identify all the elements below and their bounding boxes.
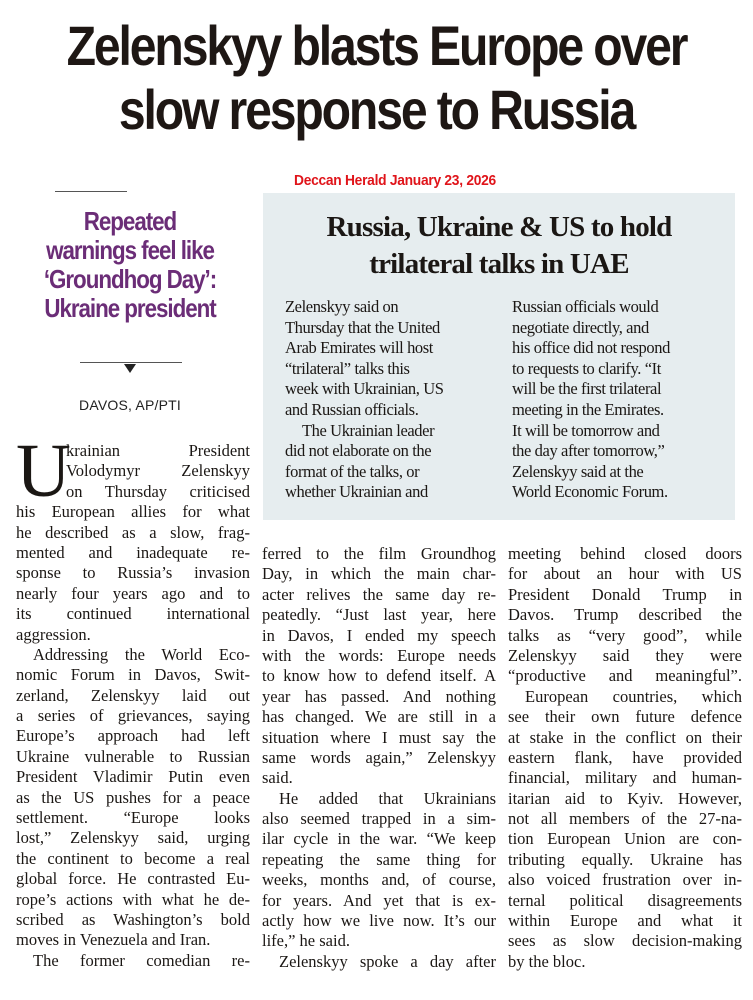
subhead-line: Repeated — [83, 206, 177, 236]
article-line: financial, military and human- — [508, 768, 742, 788]
article-line: sees as slow decision-making — [508, 931, 742, 951]
article-line: settlement. “Europe looks — [16, 808, 250, 828]
article-line: Davos. Trump described the — [508, 605, 742, 625]
sidebar-line: “trilateral” talks this — [285, 358, 410, 378]
headline-line-1: Zelenskyy blasts Europe over — [66, 14, 687, 77]
article-line: He added that Ukrainians — [279, 788, 496, 808]
subhead-bottom-rule — [80, 362, 182, 363]
article-line: year has passed. And nothing — [262, 686, 496, 706]
sidebar-line: the day after tomorrow,” — [512, 441, 665, 461]
article-line: President Vladimir Putin even — [16, 767, 250, 787]
article-line: also seemed trapped in a sim- — [262, 809, 496, 829]
article-line: peatedly. “Just last year, here — [262, 605, 496, 625]
article-line: in Davos, I ended my speech — [262, 625, 496, 645]
article-line: his European allies for what — [16, 502, 250, 522]
article-line: its continued international — [16, 604, 250, 624]
article-line: ferred to the film Groundhog — [262, 544, 496, 563]
article-line: for about an hour with US — [508, 564, 742, 584]
sidebar-line: to requests to clarify. “It — [512, 358, 661, 378]
sidebar-title-line: Russia, Ukraine & US to hold — [326, 211, 672, 243]
article-line: within Europe and what it — [508, 911, 742, 931]
article-line: life,” he said. — [262, 931, 350, 951]
article-line: repeating the same thing for — [262, 849, 496, 869]
sidebar-line: did not elaborate on the — [285, 441, 432, 461]
article-column-2 — [262, 544, 496, 972]
article-line: nomic Forum in Davos, Swit- — [16, 665, 250, 685]
article-line: Ukraine vulnerable to Russian — [16, 746, 250, 766]
article-line: ternal political disagreements — [508, 890, 742, 910]
article-line: a series of grievances, saying — [16, 706, 250, 726]
article-line: talks as “very good”, while — [508, 625, 742, 645]
article-line: itarian aid to Kyiv. However, — [508, 788, 742, 808]
article-line: lost,” Zelenskyy said, urging — [16, 828, 250, 848]
article-line: Europe’s approach had left — [16, 726, 250, 746]
sidebar-line: Zelenskyy said on — [285, 297, 399, 316]
article-line: with the words: Europe needs — [262, 645, 496, 665]
sidebar-line: meeting in the Emirates. — [512, 399, 664, 419]
article-line: zerland, Zelenskyy laid out — [16, 685, 250, 705]
article-line: eastern flank, have provided — [508, 747, 742, 767]
sidebar-box-title — [263, 209, 735, 283]
article-line: said. — [262, 768, 293, 788]
article-line: “productive and meaningful”. — [508, 666, 742, 686]
article-line: Addressing the World Eco- — [33, 644, 250, 664]
sidebar-line: Russian officials would — [512, 297, 659, 316]
sidebar-column-2 — [512, 297, 722, 503]
article-line: Zelenskyy said they were — [508, 645, 742, 665]
article-line: Day, in which the main char- — [262, 564, 496, 584]
article-column-1 — [16, 429, 250, 971]
article-column-3 — [508, 544, 742, 972]
subhead-top-rule — [55, 191, 127, 192]
article-line: also voiced frustration over in- — [508, 870, 742, 890]
sidebar-column-1 — [285, 297, 495, 503]
drop-cap: U — [16, 429, 71, 513]
article-line: weeks, months and, of course, — [262, 870, 496, 890]
article-line: meeting behind closed doors — [508, 544, 742, 563]
sidebar-line: negotiate directly, and — [512, 317, 649, 337]
article-line: the continent to become a real — [16, 848, 250, 868]
article-line: at stake in the conflict on their — [508, 727, 742, 747]
article-line: mented and inadequate re- — [16, 542, 250, 562]
sidebar-line: Thursday that the United — [285, 317, 440, 337]
article-line: acter relives the same day re- — [262, 584, 496, 604]
sidebar-line: whether Ukrainian and — [285, 482, 428, 502]
article-line: he described as a slow, frag- — [16, 522, 250, 542]
article-line: as the US pushes for a peace — [16, 787, 250, 807]
article-line: nearly four years ago and to — [16, 583, 250, 603]
headline-line-2: slow response to Russia — [118, 78, 635, 141]
sidebar-line: The Ukrainian leader — [302, 420, 435, 440]
article-line: same words again,” Zelenskyy — [262, 747, 496, 767]
article-line: moves in Venezuela and Iran. — [16, 930, 211, 950]
article-line: rope’s actions with what he de- — [16, 889, 250, 909]
subhead-line: warnings feel like — [46, 235, 214, 265]
article-line: situation where I must say the — [262, 727, 496, 747]
article-line: has changed. We are still in a — [262, 707, 496, 727]
sidebar-line: will be the first trilateral — [512, 379, 662, 399]
article-line: sponse to Russia’s invasion — [16, 563, 250, 583]
article-line: to know how to defend itself. A — [262, 666, 496, 686]
article-line: tributing equally. Ukraine has — [508, 849, 742, 869]
article-line: The former comedian re- — [33, 950, 250, 970]
article-line: not all members of the 27-na- — [508, 809, 742, 829]
sidebar-line: and Russian officials. — [285, 399, 419, 419]
article-line: President Donald Trump in — [508, 584, 742, 604]
article-line: krainian President — [66, 441, 250, 460]
article-line: actly how we live now. It’s our — [262, 911, 496, 931]
sidebar-line: It will be tomorrow and — [512, 420, 660, 440]
article-line: for years. And yet that is ex- — [262, 890, 496, 910]
article-line: ilar cycle in the war. “We keep — [262, 829, 496, 849]
article-line: global force. He contrasted Eu- — [16, 869, 250, 889]
sidebar-line: week with Ukrainian, US — [285, 379, 444, 399]
sidebar-line: format of the talks, or — [285, 461, 420, 481]
sidebar-line: World Economic Forum. — [512, 482, 668, 502]
article-line: on Thursday criticised — [66, 481, 250, 501]
article-line: by the bloc. — [508, 951, 586, 971]
sidebar-line: Arab Emirates will host — [285, 338, 433, 358]
sidebar-title-line: trilateral talks in UAE — [369, 248, 629, 280]
article-line: tion European Union are con- — [508, 829, 742, 849]
sidebar-line: his office did not respond — [512, 338, 670, 358]
subhead-line: ‘Groundhog Day’: — [43, 264, 217, 294]
article-line: Zelenskyy spoke a day after — [279, 951, 496, 971]
sidebar-box — [263, 193, 735, 520]
article-line: scribed as Washington’s bold — [16, 909, 250, 929]
article-line: Volodymyr Zelenskyy — [66, 461, 250, 481]
source-label: Deccan Herald January 23, 2026 — [294, 172, 496, 189]
subhead-line: Ukraine president — [44, 293, 216, 323]
article-line: see their own future defence — [508, 707, 742, 727]
dateline: DAVOS, AP/PTI — [79, 397, 181, 413]
headline — [53, 14, 701, 142]
subhead — [16, 207, 244, 323]
article-line: European countries, which — [525, 686, 742, 706]
sidebar-line: Zelenskyy said at the — [512, 461, 644, 481]
down-arrow-icon — [124, 364, 136, 373]
article-line: aggression. — [16, 624, 91, 644]
